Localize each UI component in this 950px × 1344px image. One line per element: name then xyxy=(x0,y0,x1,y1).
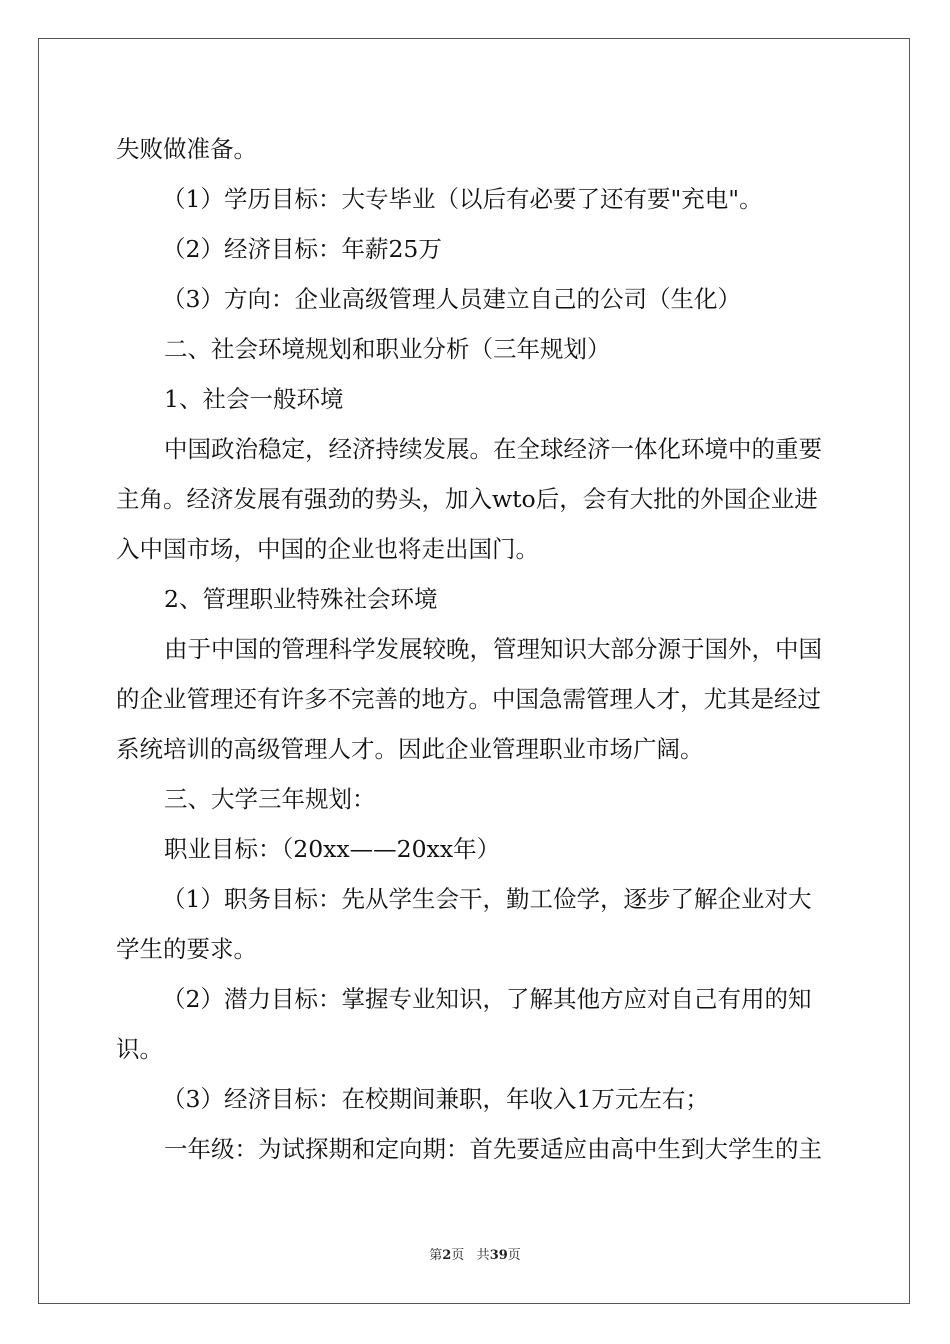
text-line: （3）经济目标：在校期间兼职，年收入1万元左右； xyxy=(162,1085,709,1113)
text-line: 入中国市场，中国的企业也将走出国门。 xyxy=(116,535,539,563)
text-line: （1）学历目标：大专毕业（以后有必要了还有要"充电"。 xyxy=(162,185,763,213)
footer-page-suffix: 页 xyxy=(451,1248,465,1263)
text-line: 识。 xyxy=(116,1035,163,1063)
subsection-heading: 1、社会一般环境 xyxy=(164,385,344,413)
section-heading: 三、大学三年规划： xyxy=(164,785,376,813)
text-line: 系统培训的高级管理人才。因此企业管理职业市场广阔。 xyxy=(116,735,704,763)
subsection-heading: 2、管理职业特殊社会环境 xyxy=(164,585,438,613)
text-line: 主角。经济发展有强劲的势头，加入wto后，会有大批的外国企业进 xyxy=(116,485,818,513)
page-border xyxy=(38,38,910,1304)
text-line: 由于中国的管理科学发展较晚，管理知识大部分源于国外，中国 xyxy=(164,635,822,663)
text-line: （2）潜力目标：掌握专业知识，了解其他方应对自己有用的知 xyxy=(162,985,812,1013)
text-line: （2）经济目标：年薪25万 xyxy=(162,235,442,263)
text-line: 中国政治稳定，经济持续发展。在全球经济一体化环境中的重要 xyxy=(164,435,822,463)
text-line: （1）职务目标：先从学生会干，勤工俭学，逐步了解企业对大 xyxy=(162,885,812,913)
footer-total-prefix: 共 xyxy=(476,1248,490,1263)
footer-page-prefix: 第 xyxy=(429,1248,443,1263)
text-line: 的企业管理还有许多不完善的地方。中国急需管理人才，尤其是经过 xyxy=(116,685,821,713)
footer-total-number: 39 xyxy=(489,1248,508,1263)
text-line: 学生的要求。 xyxy=(116,935,257,963)
footer-page-number: 2 xyxy=(442,1248,452,1263)
text-line: 失败做准备。 xyxy=(116,135,257,163)
text-line: （3）方向：企业高级管理人员建立自己的公司（生化） xyxy=(162,285,741,313)
text-line: 职业目标：（20xx——20xx年） xyxy=(164,835,501,863)
page-footer xyxy=(0,1244,950,1263)
section-heading: 二、社会环境规划和职业分析（三年规划） xyxy=(164,335,611,363)
footer-total-suffix: 页 xyxy=(507,1248,521,1263)
text-line: 一年级：为试探期和定向期：首先要适应由高中生到大学生的主 xyxy=(164,1135,822,1163)
